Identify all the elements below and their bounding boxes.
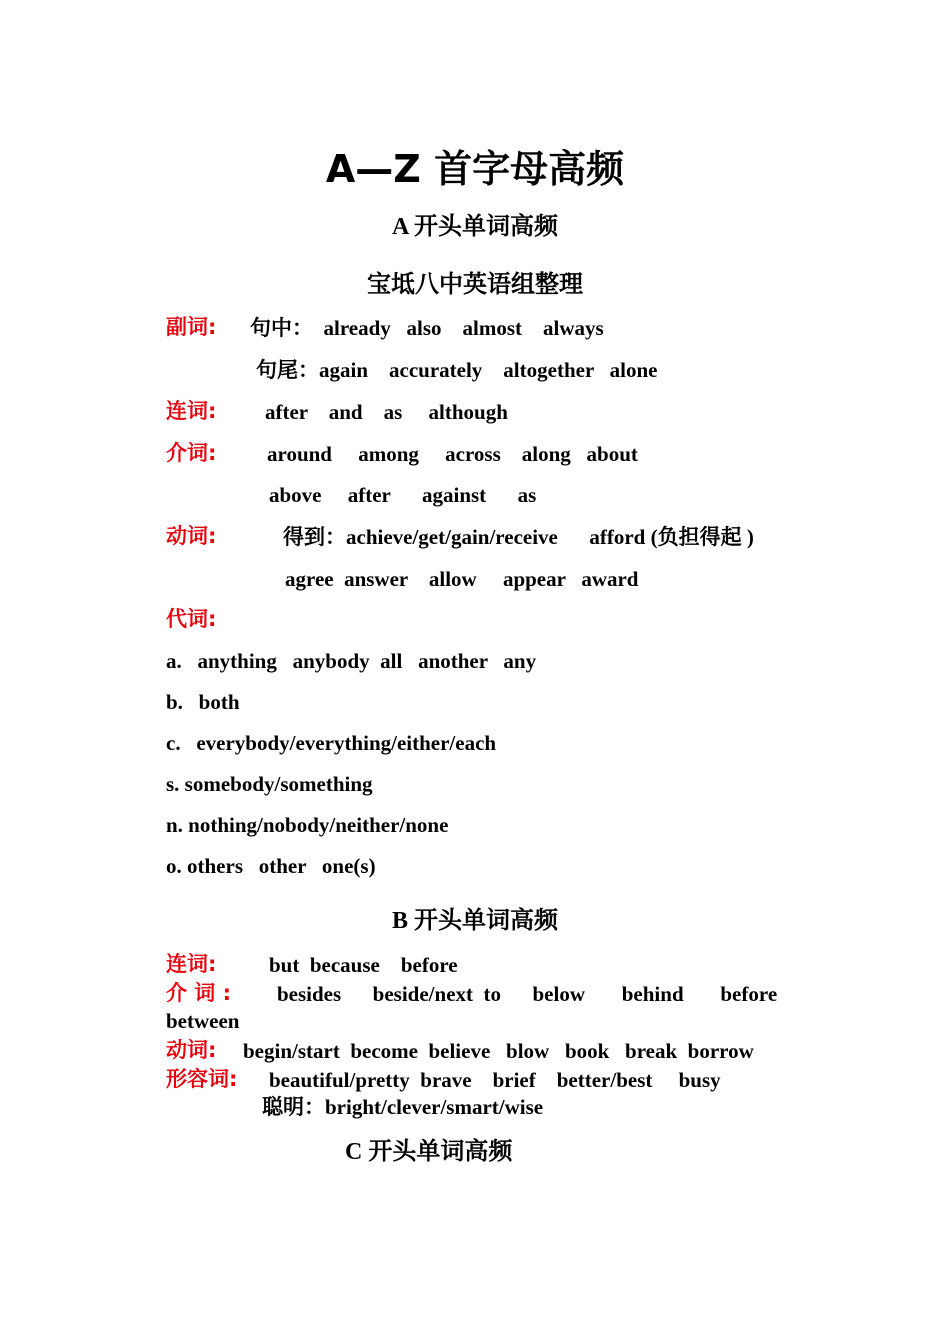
section-a-heading: A 开头单词高频	[391, 214, 558, 240]
section-c-heading: C 开头单词高频	[345, 1139, 513, 1165]
verb-line-1: 得到：achieve/get/gain/receive afford (负担得起 )	[283, 525, 754, 549]
b-adj-line: beautiful/pretty brave brief better/best busy	[269, 1068, 721, 1092]
b-prep-line: besides beside/next to below behind before	[277, 982, 778, 1006]
pron-item: c. everybody/everything/either/each	[166, 731, 497, 755]
conj-line: after and as although	[265, 400, 508, 424]
verb-line-2: agree answer allow appear award	[285, 567, 639, 591]
pron-item: s. somebody/something	[166, 772, 373, 796]
pron-item: o. others other one(s)	[166, 854, 376, 878]
pron-item: a. anything anybody all another any	[166, 649, 537, 673]
section-b-heading: B 开头单词高频	[391, 908, 558, 934]
adverb-line-mid: 句中： already also almost always	[250, 316, 604, 340]
b-verb-label: 动词:	[166, 1038, 217, 1062]
b-conj-label: 连词:	[166, 952, 217, 976]
prep-label: 介词:	[166, 441, 217, 465]
adverb-label: 副词:	[166, 315, 217, 339]
pron-label: 代词:	[166, 607, 217, 631]
pron-item: b. both	[166, 690, 240, 714]
b-conj-line: but because before	[269, 953, 458, 977]
b-prep-wrap: between	[166, 1009, 240, 1033]
b-adj-label: 形容词:	[166, 1067, 238, 1091]
verb-label: 动词:	[166, 524, 217, 548]
prep-line-1: around among across along about	[267, 442, 638, 466]
section-a-subheading: 宝坻八中英语组整理	[367, 272, 583, 298]
b-verb-line: begin/start become believe blow book break borrow	[243, 1039, 754, 1063]
b-prep-label: 介 词 :	[166, 981, 232, 1005]
pron-item: n. nothing/nobody/neither/none	[166, 813, 449, 837]
prep-line-2: above after against as	[269, 483, 537, 507]
adverb-line-end: 句尾：again accurately altogether alone	[256, 358, 658, 382]
b-adj-line-2: 聪明：bright/clever/smart/wise	[262, 1095, 544, 1119]
page-title: A—Z 首字母高频	[325, 147, 625, 191]
conj-label: 连词:	[166, 399, 217, 423]
